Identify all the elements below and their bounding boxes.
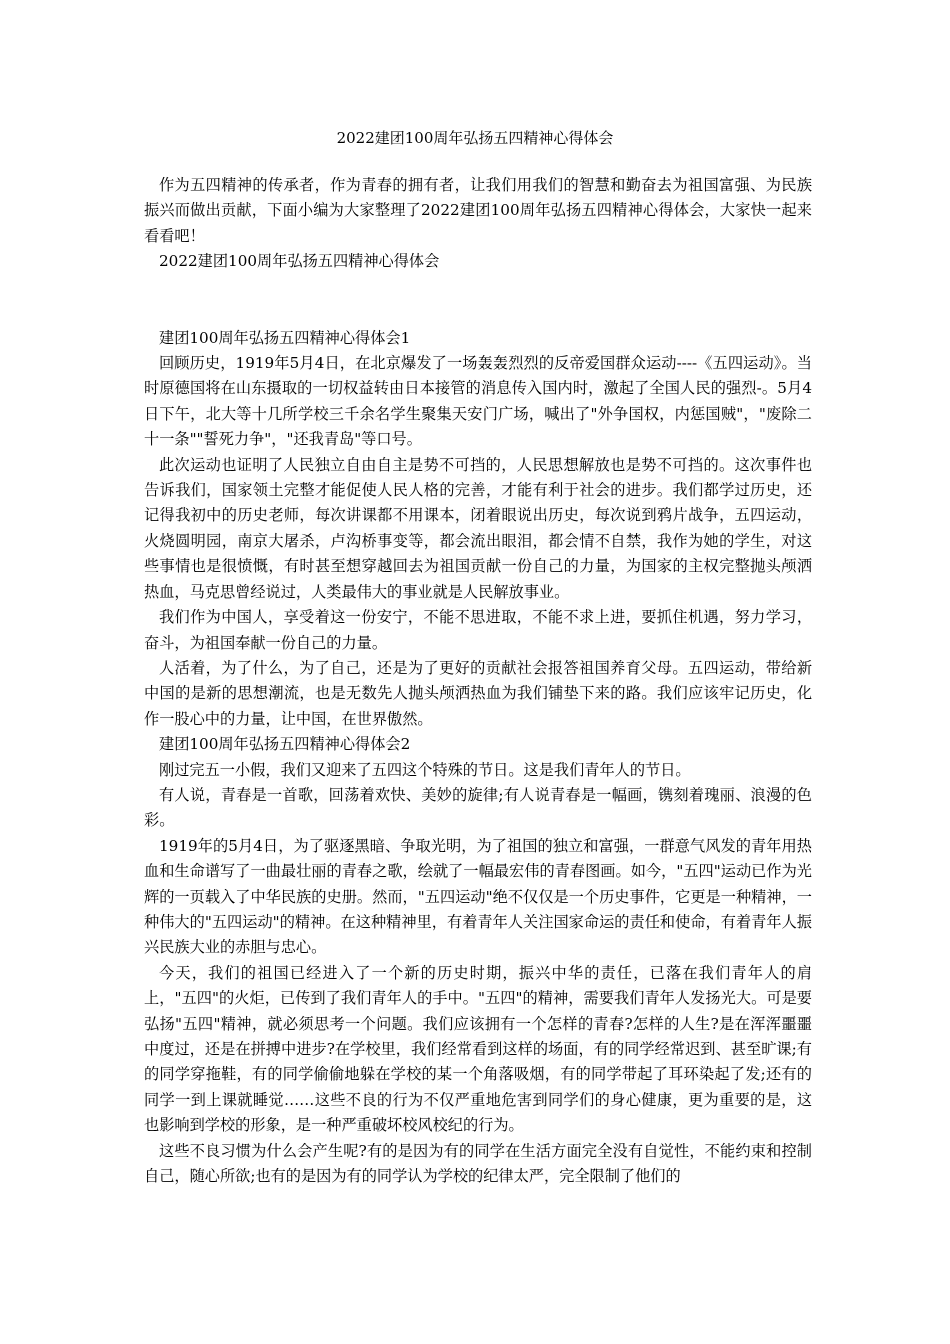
section1-heading: 建团100周年弘扬五四精神心得体会1 <box>159 328 411 347</box>
section2-paragraph-2: 有人说，青春是一首歌，回荡着欢快、美妙的旋律;有人说青春是一幅画，镌刻着瑰丽、浪漫的色彩。 <box>144 785 812 830</box>
intro-paragraph: 作为五四精神的传承者，作为青春的拥有者，让我们用我们的智慧和勤奋去为祖国富强、为民族振兴而做出贡献，下面小编为大家整理了2022建团100周年弘扬五四精神心得体会，大家快一起来看看吧！ <box>144 176 812 245</box>
section1-paragraph-1: 回顾历史，1919年5月4日，在北京爆发了一场轰轰烈烈的反帝爱国群众运动----《五四运动》。当时原德国将在山东摄取的一切权益转由日本接管的消息传入国内时，激起了全国人民的强烈-。5月4日下午，北大等十几所学校三千余名学生聚集天安门广场，喊出了"外争国权，内惩国贼"，"废除二十一条""誓死力争"，"还我青岛"等口号。 <box>144 354 812 449</box>
document-title: 2022建团100周年弘扬五四精神心得体会 <box>336 129 614 147</box>
section2-paragraph-3: 1919年的5月4日，为了驱逐黑暗、争取光明，为了祖国的独立和富强，一群意气风发的青年用热血和生命谱写了一曲最壮丽的青春之歌，绘就了一幅最宏伟的青春图画。如今，"五四"运动已作为光辉的一页载入了中华民族的史册。然而，"五四运动"绝不仅仅是一个历史事件，它更是一种精神，一种伟大的"五四运动"的精神。在这种精神里，有着青年人关注国家命运的责任和使命，有着青年人振兴民族大业的赤胆与忠心。 <box>144 836 812 957</box>
section1-paragraph-3: 我们作为中国人，享受着这一份安宁，不能不思进取，不能不求上进，要抓住机遇，努力学习，奋斗，为祖国奉献一份自己的力量。 <box>144 608 812 652</box>
section1-paragraph-4: 人活着，为了什么，为了自己，还是为了更好的贡献社会报答祖国养育父母。五四运动，带给新中国的是新的思想潮流，也是无数先人抛头颅洒热血为我们铺垫下来的路。我们应该牢记历史，化作一股心中的力量，让中国，在世界傲然。 <box>144 658 812 728</box>
section2-paragraph-4: 今天，我们的祖国已经进入了一个新的历史时期，振兴中华的责任，已落在我们青年人的肩上，"五四"的火炬，已传到了我们青年人的手中。"五四"的精神，需要我们青年人发扬光大。可是要弘扬"五四"精神，就必须思考一个问题。我们应该拥有一个怎样的青春?怎样的人生?是在浑浑噩噩中度过，还是在拼搏中进步?在学校里，我们经常看到这样的场面，有的同学经常迟到、甚至旷课;有的同学穿拖鞋，有的同学偷偷地躲在学校的某一个角落吸烟，有的同学带起了耳环染起了发;还有的同学一到上课就睡觉……这些不良的行为不仅严重地危害到同学们的身心健康，更为重要的是，这也影响到学校的形象，是一种严重破坏校风校纪的行为。 <box>144 963 812 1135</box>
document-body <box>144 173 812 1189</box>
section1-paragraph-2: 此次运动也证明了人民独立自由自主是势不可挡的，人民思想解放也是势不可挡的。这次事件也告诉我们，国家领土完整才能促使人民人格的完善，才能有利于社会的进步。我们都学过历史，还记得我初中的历史老师，每次讲课都不用课本，闭着眼说出历史，每次说到鸦片战争，五四运动，火烧圆明园，南京大屠杀，卢沟桥事变等，都会流出眼泪，都会情不自禁，我作为她的学生，对这些事情也是很愤慨，有时甚至想穿越回去为祖国贡献一份自己的力量，为国家的主权完整抛头颅洒热血，马克思曾经说过，人类最伟大的事业就是人民解放事业。 <box>144 455 812 601</box>
section2-heading: 建团100周年弘扬五四精神心得体会2 <box>159 735 411 754</box>
section-spacer <box>144 275 812 326</box>
intro-subtitle: 2022建团100周年弘扬五四精神心得体会 <box>159 252 440 271</box>
section2-paragraph-5: 这些不良习惯为什么会产生呢?有的是因为有的同学在生活方面完全没有自觉性，不能约束和控制自己，随心所欲;也有的是因为有的同学认为学校的纪律太严，完全限制了他们的 <box>144 1141 812 1186</box>
section2-paragraph-1: 刚过完五一小假，我们又迎来了五四这个特殊的节日。这是我们青年人的节日。 <box>159 760 691 779</box>
